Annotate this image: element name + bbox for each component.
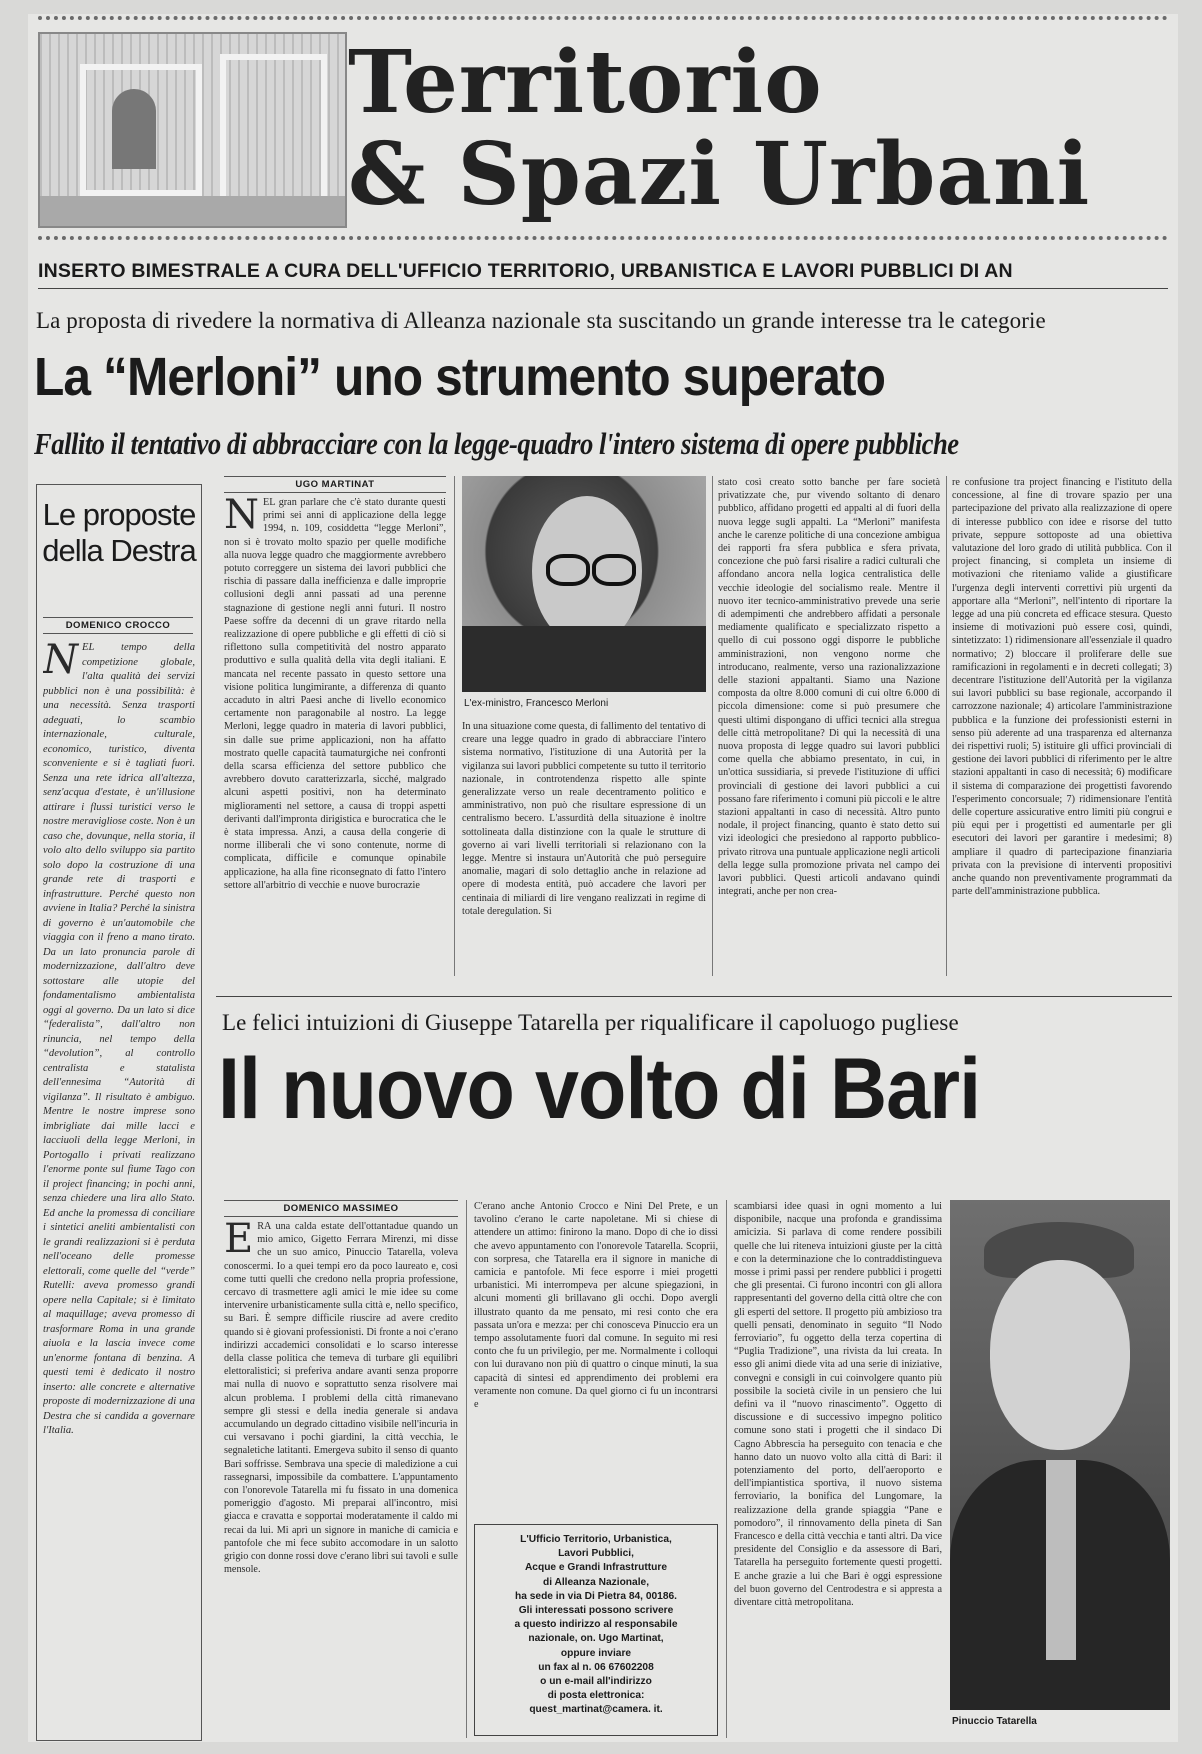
- photo-shirt: [1046, 1460, 1076, 1660]
- newspaper-page: [28, 14, 1178, 1742]
- illustration-tower: [112, 89, 156, 169]
- sidebar-text: EL tempo della competizione globale, l'alta qualità dei servizi pubblici non è una possibilità: è una necessità. Senza trasporti adeguati, lo scambio internazionale, culturale, economico, turistico, diventa sconveniente e si è tagliati fuori. Senza una rete idrica all'altezza, senz'acqua d'estate, è un'illusione attirare i flussi turistici verso le nostre meravigliose coste. Non è un caso che, dovunque, nella storia, il volo alto dello sviluppo sia partito solo dopo la costruzione di una grande rete di trasporti e infrastrutture. Perché questo non avviene in Italia? Perché la sinistra di governo è un'automobile che viaggia con il freno a mano tirato. Da un lato pronuncia parole di modernizzazione, dall'altro deve sottostare alle utopie del fondamentalismo ambientalista oggi al governo. Da un lato si dice “federalista”, dall'altro non rinuncia, nel tempo della “devolution”, al controllo centralista e statalista dell'ennesima “Autorità di vigilanza”. Il risultato è ambiguo. Mentre le nostre imprese sono imbrigliate dai mille lacci e lacciuoli della legge Merloni, in Portogallo i privati realizzano l'enorme ponte sul fiume Tago con il project financing; in pochi anni, senza chiedere una lira allo Stato. Ed anche la promessa di conciliare i sintetici aneliti ambientalisti con le grandi realizzazioni si è perduta nell'oceano delle promesse elettorali, come quelle del “verde” Rutelli: aveva promesso grandi opere nella Capitale; si è limitato al maquillage; aveva promesso di trasformare Roma in una grande aiuola e la lascia invece come un'enorme fontana di benzina. A questi temi è dedicato il nostro inserto: alle concrete e alternative proposte di modernizzazione di una Destra che si candida a governare l'Italia.: [43, 642, 195, 1436]
- infobox-line: Lavori Pubblici,: [558, 1548, 634, 1560]
- photo-glasses-left: [546, 554, 590, 586]
- article1-column-1: [224, 496, 446, 976]
- merloni-photo: [462, 476, 706, 692]
- article1-col1-text: EL gran parlare che c'è stato durante questi primi sei anni di applicazione della legge 1994, n. 109, cosiddetta “legge Merloni”, non si è trovato molto spazio per quelle modifiche alla nuova legge quadro che maggiormente avrebbero potuto correggere un sistema dei lavori pubblici che rischia di passare dalla inefficienza e dalle improprie collusioni degli anni passati ad una perenne stagnazione di gestione negli anni futuri. Il nostro Paese soffre da decenni di un grave ritardo nella realizzazione di opere pubbliche e gli effetti di ciò si riflettono sulla competitività del nostro apparato produttivo e sulla qualità della vita degli italiani. E mancata nel recente passato in questo settore una visione politica lungimirante, a differenza di quanto accaduto in altri Paesi anche di livello economico certamente non paragonabile al nostro. La legge Merloni, legge quadro in materia di lavori pubblici, sin dalle sue prime applicazioni, non ha affatto mostrato quelle capacità taumaturgiche nei confronti della scarsa efficienza del settore pubblico che avrebbero dovuto caratterizzarla, sicché, malgrado alcuni aspetti positivi, non ha determinato miglioramenti nel settore, a causa di troppi aspetti derivanti dall'impronta dirigistica e burocratica che le è stata impressa. Anzi, a causa della congerie di norme illiberali che vi sono contenute, norme di complicata, difficile e comunque opinabile applicazione, ha alla fine riconsegnato di fatto l'intero settore all'arbitrio di vecchie e nuove burocrazie: [224, 497, 446, 891]
- infobox-line: un fax al n. 06 67602208: [538, 1661, 654, 1673]
- article2-column-2: C'erano anche Antonio Crocco e Nini Del Prete, e un tavolino c'erano le carte napoletane. Mi si chiese di attendere un attimo: finirono la mano. Dopo di che io dissi che avevo appuntamento con l'onorevole Tatarella. Scoprii, con sorpresa, che Tatarella era il signore in maniche di camicia e pantofole. Mi fece esporre i miei progetti urbanistici. Mi interrompeva per alcune spiegazioni, in alcuni momenti gli brillavano gli occhi. Dopo avergli illustrato quanto da me pensato, mi resi conto che era passata un'ora e mezza: per chi conosceva Pinuccio era un tempo assolutamente fuori dal comune. In seguito mi resi conto che fu un privilegio, per me. Normalmente i colloqui con lui duravano non più di quattro o cinque minuti, la sua capacità di sintesi ed apprendimento dei problemi era veramente non comune. Da quel giorno ci fu un incontrarsi e: [474, 1201, 718, 1411]
- dropcap: E: [224, 1220, 254, 1262]
- masthead-strapline: INSERTO BIMESTRALE A CURA DELL'UFFICIO TERRITORIO, URBANISTICA E LAVORI PUBBLICI DI AN: [38, 260, 1013, 282]
- tatarella-photo-caption: Pinuccio Tatarella: [952, 1716, 1037, 1727]
- article2-byline-wrap: [224, 1200, 458, 1217]
- article2-column-1: [224, 1220, 458, 1738]
- article2-col1-text: RA una calda estate dell'ottantadue quando un mio amico, Gigetto Ferrara Mirenzi, mi disse che un suo amico, Pinuccio Tatarella, voleva conoscermi. Io a quei tempi ero da poco laureato e, così come tutti quelli che credono nella propria professione, cercavo di trasmettere agli amici le mie idee su come intervenire urbanisticamente sulla città e, nello specifico, su Bari. È sempre difficile riuscire ad avere credito quando si è giovani professionisti. Di fronte a noi c'erano indirizzi accademici consolidati e lo scarso interesse della classe politica che temeva di turbare gli equilibri elettoralistici; si preferiva andare avanti senza proporre mai nulla di nuovo e soprattutto senza risolvere mai alcun problema. I problemi della città rimanevano sempre gli stessi e della inedia generale si andava accumulando un degrado cittadino visibile nell'incuria in cui versavano i pochi giardini, la città vecchia, le segnaletiche latitanti. Emergeva subito il senso di quanto Bari soffrisse. Sembrava una specie di maledizione a cui rassegnarsi, impossibile da combattere. L'appuntamento con l'onorevole Tatarella mi fu fissato in una domenica pomeriggio d'agosto. Mi preparai all'incontro, misi giacca e cravatta e sopportai moderatamente il caldo mi recai da lui. Mi aprì un signore in maniche di camicia e pantofole che mi fece subito accomodare in un salotto grigio con donne rossi dove c'erano libri sui tavoli e sulle mensole.: [224, 1221, 458, 1576]
- merloni-photo-caption: L'ex-ministro, Francesco Merloni: [464, 698, 609, 709]
- article1-column-3: stato così creato sotto banche per fare società privatizzate che, pur vivendo soltanto di denaro pubblico, affidano progetti ed appalti al di fuori della nuova legge sugli appalti. La “Merloni” manifesta anche le carenze politiche di una concezione ambigua dei rapporti fra sfera pubblica e sfera privata, concezione che può farsi risalire a radici culturali che affondano ancora nella logica centralistica delle vecchie ideologie del socialismo reale. Mentre il nuovo iter tecnico-amministrativo prevede una serie di adempimenti che andrebbero affidati a personale mediamente qualificato e specializzato rispetto a quello di cui possono oggi disporre le pubbliche amministrazioni, non vengono norme che introducano, realmente, verso una razionalizzazione delle stazioni appaltanti. Siamo una Nazione composta da oltre 8.000 comuni di cui oltre 6.000 di piccola dimensione: come si può presumere che questi ultimi dispongano di uffici tecnici alla stregua delle città metropolitane? Di qui la necessità di una nuova proposta di legge quadro sui lavori pubblici come quella che abbiamo presentato, in cui, in un'ottica sussidiaria, si prevede l'istituzione di uffici provinciali di gestione dei lavori pubblici a cui possano fare riferimento i comuni più piccoli e le altre stazioni appaltanti in caso di necessità. Altro punto nodale, il project financing, quanto è stato detto sui vizi ideologici che presiedono al rapporto pubblico-privato ritrova una puntuale applicazione negli articoli della legge sulla promozione privata nel campo dei lavori pubblici. Questi articoli andavano quindi integrati, anche per non crea-: [718, 477, 940, 898]
- infobox-line: o un e-mail all'indirizzo: [540, 1676, 652, 1688]
- sidebar-byline: DOMENICO CROCCO: [43, 617, 193, 634]
- photo-glasses-right: [592, 554, 636, 586]
- infobox-line: a questo indirizzo al responsabile: [514, 1619, 678, 1631]
- column-rule: [466, 1200, 467, 1738]
- contact-infobox: [474, 1524, 718, 1736]
- article1-column-4: re confusione tra project financing e l'istituto della concessione, al fine di trovare spazio per una partecipazione del privato alla realizzazione di opere di interesse pubblico con idee e risorse del tutto private, seppure sottoposte ad una obiettiva valutazione del loro grado di utilità pubblica. Con il project financing, si completa un insieme di motivazioni che riteniamo valide a giustificare l'urgenza degli interventi correttivi più urgenti da apportare alla “Merloni”, nell'intento di riportare la legge ad una più concreta ed efficace stesura. Questo insieme di motivazioni può essere così, quindi, sintetizzato: 1) ridimensionare all'essenziale il quadro normativo; 2) bloccare il proliferare delle sue ramificazioni in regolamenti e in decreti collegati; 3) decentrare l'istituzione dell'Autorità per la vigilanza sui lavori pubblici su base regionale, accorpando il carrozzone nazionale; 4) articolare l'amministrazione pubblica e la funzione dei professionisti esterni in senso più aderente ad una trasparenza ed alternanza dei rispettivi ruoli; 5) istituire gli uffici provinciali di gestione dei lavori pubblici di riferimento per le altre stazioni appaltanti in caso di necessità; 6) modificare il sistema di comparazione dei progettisti favorendo l'esperimento concorsuale; 7) ridimensionare l'entità delle coperture assicurative entro limiti più congrui e più equi per i progettisti ed aumentarle per gli esecutori dei lavori per garantire i medesimi; 8) ampliare il quadro di partecipazione finanziaria privata con la previsione di interventi propositivi anche quando non preventivamente programmati da parte dell'amministrazione pubblica.: [952, 477, 1172, 898]
- column-rule: [454, 476, 455, 976]
- photo-jacket: [462, 626, 706, 692]
- section-rule: [38, 288, 1168, 289]
- masthead-title-line1: Territorio: [348, 32, 823, 133]
- article2-kicker: Le felici intuizioni di Giuseppe Tatarella per riqualificare il capoluogo pugliese: [222, 1010, 959, 1035]
- article1-headline: La “Merloni” uno strumento superato: [34, 347, 886, 407]
- masthead-dotted-rule: [38, 236, 1168, 248]
- article2-column-3: scambiarsi idee quasi in ogni momento a lui disponibile, nacque una profonda e grandissima amicizia. Si parlava di come rendere possibili quelle che lui riteneva intuizioni giuste per la città e con la determinazione che lo contraddistingueva mosse i primi passi per rendere pubblici i progetti che gli presentai. Ci furono incontri con gli allora rappresentanti del governo della città oltre che con gli esperti del settore. Il progetto più ambizioso tra quelli pensati, denominato in seguito “Il Nodo ferroviario”, fu oggetto della terza copertina di “Puglia Tradizione”, una rivista da lui creata. In esso gli animi diede vita ad una serie di iniziative, convegni e consigli in cui coinvolgere quanto più possibile la società civile in un pensiero che lui definì va il “nuovo rinascimento”. Oggetto di discussione e di successivo impegno politico comune sono stati i progetti che il sindaco Di Cagno Abbrescia ha perseguito con tenacia e che hanno dato un nuovo volto alla città di Bari: il potenziamento del porto, dell'aeroporto e dell'impiantistica sportiva, il nuovo sistema ferroviario, la bonifica del Lungomare, la realizzazione della grande spiaggia “Pane e pomodoro”, il rinnovamento della pineta di San Francesco e della città vecchia e tanti altri. Da vice presidente del Consiglio e da assessore di Bari, Tatarella ha perseguito fortemente questi progetti. E anche grazie a lui che Bari è oggi espressione del buon governo del Centrodestra e si appresta a diventare città metropolitana.: [734, 1201, 942, 1609]
- illustration-floor: [40, 196, 345, 226]
- top-dotted-rule: [38, 16, 1168, 28]
- column-rule: [726, 1200, 727, 1738]
- article1-kicker: La proposta di rivedere la normativa di Alleanza nazionale sta suscitando un grande interesse tra le categorie: [36, 308, 1046, 333]
- infobox-line: Acque e Grandi Infrastrutture: [524, 1562, 668, 1574]
- masthead-title-line2: & Spazi Urbani: [348, 124, 1091, 225]
- column-rule: [712, 476, 713, 976]
- article1-byline-wrap: [224, 476, 446, 493]
- infobox-line: di posta elettronica:: [547, 1690, 645, 1702]
- sidebar-box: [36, 484, 202, 1741]
- dropcap: N: [43, 641, 78, 683]
- infobox-line: quest_martinat@camera. it.: [529, 1704, 663, 1716]
- section-rule: [216, 996, 1172, 997]
- photo-face: [990, 1260, 1130, 1450]
- infobox-line: nazionale, on. Ugo Martinat,: [528, 1633, 664, 1645]
- infobox-line: Gli interessati possono scrivere: [518, 1605, 674, 1617]
- infobox-line: oppure inviare: [560, 1647, 632, 1659]
- sidebar-byline-wrap: [43, 617, 193, 634]
- article2-headline: Il nuovo volto di Bari: [218, 1041, 981, 1137]
- infobox-line: di Alleanza Nazionale,: [542, 1576, 650, 1588]
- infobox-line: ha sede in via Di Pietra 84, 00186.: [515, 1590, 677, 1602]
- article1-byline: UGO MARTINAT: [224, 476, 446, 493]
- sidebar-title: Le proposte della Destra: [42, 497, 196, 568]
- masthead-illustration: [38, 32, 347, 228]
- infobox-line: L'Ufficio Territorio, Urbanistica,: [520, 1534, 672, 1545]
- article1-column-2: In una situazione come questa, di fallimento del tentativo di creare una legge quadro in grado di abbracciare l'intero sistema normativo, l'istituzione di una Autorità per la vigilanza sui lavori pubblici competente su tutto il territorio nazionale, in controtendenza rispetto alle spinte generalizzate verso un reale decentramento politico e amministrativo, non può che risultare espressione di un centralismo becero. L'assurdità della situazione è inoltre sottolineata dalla distinzione con la quale le strutture di governo ai vari livelli territoriali si relazionano con la legge. Mentre si instaura un'Autorità che può perseguire anomalie, magari di solo dettaglio anche in relazione ad opere di modesta entità, può accadere che lavori per centinaia di miliardi di lire vengano realizzati in regime di totale deregulation. Si: [462, 721, 706, 917]
- tatarella-photo: [950, 1200, 1170, 1710]
- article1-deck: Fallito il tentativo di abbracciare con la legge-quadro l'intero sistema di opere pubbliche: [34, 426, 959, 461]
- dropcap: N: [224, 496, 259, 538]
- illustration-frame: [220, 54, 327, 206]
- sidebar-body: [43, 641, 195, 1733]
- column-rule: [946, 476, 947, 976]
- article2-byline: DOMENICO MASSIMEO: [224, 1200, 458, 1217]
